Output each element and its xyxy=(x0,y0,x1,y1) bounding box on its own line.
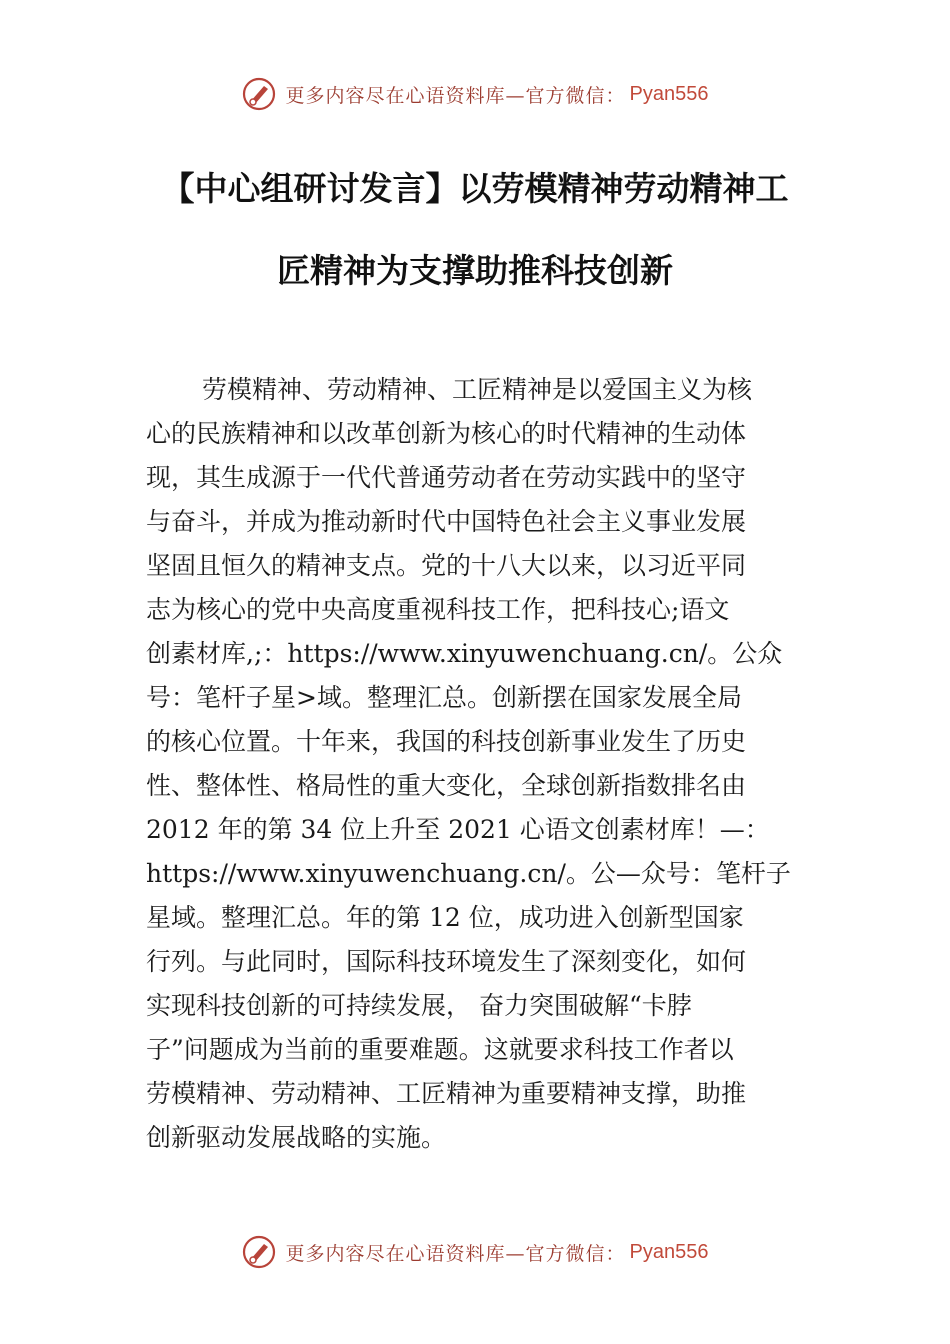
paragraph-line: https://www.xinyuwenchuang.cn/。公—众号：笔杆子 xyxy=(146,859,791,888)
wechat-handle: Pyan556 xyxy=(629,82,709,105)
paragraph-line: 创素材库,;：https://www.xinyuwenchuang.cn/。公众 xyxy=(146,639,783,668)
paragraph-line: 劳模精神、劳动精神、工匠精神为重要精神支撑，助推 xyxy=(146,1079,747,1108)
paragraph-line: 心的民族精神和以改革创新为核心的时代精神的生动体 xyxy=(146,419,747,448)
paragraph-line: 号：笔杆子星>域。整理汇总。创新摆在国家发展全局 xyxy=(146,683,742,712)
title-line-2: 匠精神为支撑助推科技创新 xyxy=(277,251,673,290)
paragraph-line: 劳模精神、劳动精神、工匠精神是以爱国主义为核 xyxy=(202,375,753,404)
pen-nib-logo-icon xyxy=(242,77,276,111)
banner-text: 更多内容尽在心语资料库—官方微信： xyxy=(285,1242,626,1265)
wechat-handle: Pyan556 xyxy=(629,1240,709,1263)
paragraph-line: 实现科技创新的可持续发展， 奋力突围破解“卡脖 xyxy=(146,991,692,1020)
paragraph-line: 2012 年的第 34 位上升至 2021 心语文创素材库！—： xyxy=(146,815,770,844)
paragraph-line: 性、整体性、格局性的重大变化，全球创新指数排名由 xyxy=(146,771,747,800)
paragraph-line: 子”问题成为当前的重要难题。这就要求科技工作者以 xyxy=(146,1035,734,1064)
paragraph-line: 坚固且恒久的精神支点。党的十八大以来，以习近平同 xyxy=(146,551,747,580)
footer-banner xyxy=(0,1230,950,1274)
paragraph-line: 的核心位置。十年来，我国的科技创新事业发生了历史 xyxy=(146,727,747,756)
banner-text: 更多内容尽在心语资料库—官方微信： xyxy=(285,84,626,107)
paragraph-line: 现，其生成源于一代代普通劳动者在劳动实践中的坚守 xyxy=(146,463,747,492)
paragraph-line: 志为核心的党中央高度重视科技工作，把科技心;语文 xyxy=(146,595,730,624)
paragraph-line: 创新驱动发展战略的实施。 xyxy=(146,1123,447,1152)
pen-nib-logo-icon xyxy=(242,1235,276,1269)
paragraph-line: 与奋斗，并成为推动新时代中国特色社会主义事业发展 xyxy=(146,507,747,536)
title-line-1: 【中心组研讨发言】以劳模精神劳动精神工 xyxy=(161,169,789,208)
document-title xyxy=(100,148,850,312)
header-banner xyxy=(0,72,950,116)
body-paragraph xyxy=(146,368,810,1160)
paragraph-line: 行列。与此同时，国际科技环境发生了深刻变化，如何 xyxy=(146,947,747,976)
paragraph-line: 星域。整理汇总。年的第 12 位，成功进入创新型国家 xyxy=(146,903,744,932)
